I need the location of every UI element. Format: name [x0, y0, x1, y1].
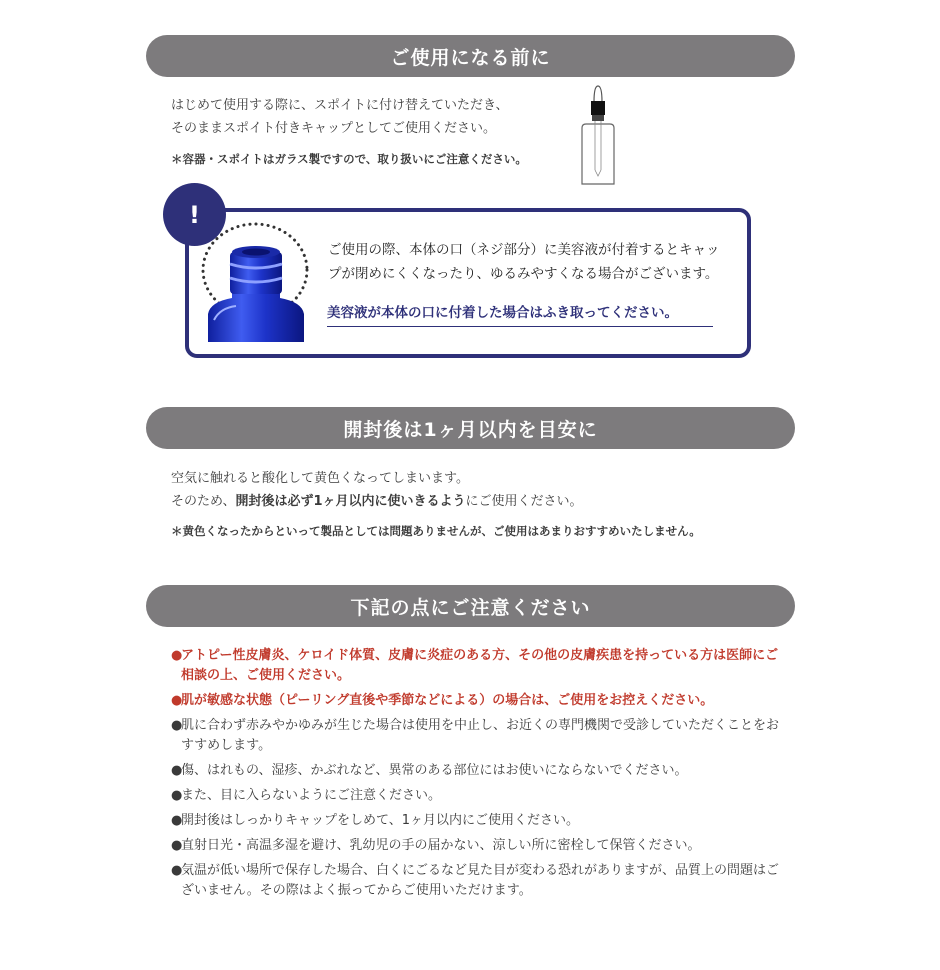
section-title-cautions: 下記の点にご注意ください — [146, 585, 795, 627]
section-title-after-opening: 開封後は1ヶ月以内を目安に — [146, 407, 795, 449]
bullet-icon: ● — [171, 763, 183, 778]
dropper-bottle-illustration — [578, 84, 618, 188]
caution-item-text: 肌が敏感な状態（ピーリング直後や季節などによる）の場合は、ご使用をお控えください。 — [181, 693, 714, 708]
exclamation-mark: ! — [189, 200, 200, 229]
caution-item-text: また、目に入らないようにご注意ください。 — [181, 788, 442, 803]
section-title-before-use: ご使用になる前に — [146, 35, 795, 77]
caution-item — [171, 786, 781, 806]
bullet-icon: ● — [171, 863, 183, 878]
bullet-icon: ● — [171, 648, 183, 663]
bullet-icon: ● — [171, 693, 183, 708]
caution-item — [171, 761, 781, 781]
caution-item-text: 気温が低い場所で保存した場合、白くにごるなど見た目が変わる恐れがありますが、品質上の問題はございません。その際はよく振ってからご使用いただけます。 — [181, 863, 780, 898]
before-use-text-1: はじめて使用する際に、スポイトに付け替えていただき、 — [171, 98, 509, 113]
warning-text-line-2: プが閉めにくくなったり、ゆるみやすくなる場合がございます。 — [328, 266, 719, 282]
caution-item — [171, 646, 781, 686]
use-within-month-text — [171, 491, 583, 513]
use-within-month-post: にご使用ください。 — [465, 494, 583, 509]
before-use-text-2: そのままスポイト付きキャップとしてご使用ください。 — [171, 121, 497, 136]
caution-item-text: アトピー性皮膚炎、ケロイド体質、皮膚に炎症のある方、その他の皮膚疾患を持っている方は医師にご相談の上、ご使用ください。 — [181, 648, 779, 683]
caution-item — [171, 811, 781, 831]
caution-item — [171, 716, 781, 756]
use-within-month-pre: そのため、 — [171, 494, 236, 509]
bullet-icon: ● — [171, 788, 183, 803]
bullet-icon: ● — [171, 718, 183, 733]
caution-item — [171, 836, 781, 856]
warning-text-line-1: ご使用の際、本体の口（ネジ部分）に美容液が付着するとキャッ — [328, 242, 720, 258]
bottle-neck-photo — [200, 222, 315, 344]
caution-item-text: 開封後はしっかりキャップをしめて、1ヶ月以内にご使用ください。 — [181, 813, 580, 828]
warning-text — [328, 238, 720, 286]
caution-item — [171, 691, 781, 711]
glass-caution-note: ＊容器・スポイトはガラス製ですので、取り扱いにご注意ください。 — [171, 152, 527, 166]
caution-item-text: 傷、はれもの、湿疹、かぶれなど、異常のある部位にはお使いにならないでください。 — [181, 763, 688, 778]
bullet-icon: ● — [171, 838, 183, 853]
warning-emphasis: 美容液が本体の口に付着した場合はふき取ってください。 — [327, 301, 713, 327]
bullet-icon: ● — [171, 813, 183, 828]
caution-list — [171, 646, 781, 906]
caution-item-text: 肌に合わず赤みやかゆみが生じた場合は使用を中止し、お近くの専門機関で受診していただくことをおすすめします。 — [181, 718, 780, 753]
oxidation-text: 空気に触れると酸化して黄色くなってしまいます。 — [171, 471, 469, 486]
yellowing-note: ＊黄色くなったからといって製品としては問題ありませんが、ご使用はあまりおすすめいたしません。 — [171, 524, 701, 538]
use-within-month-bold: 開封後は必ず1ヶ月以内に使いきるよう — [235, 494, 466, 509]
caution-item — [171, 861, 781, 901]
caution-item-text: 直射日光・高温多湿を避け、乳幼児の手の届かない、涼しい所に密栓して保管ください。 — [181, 838, 701, 853]
